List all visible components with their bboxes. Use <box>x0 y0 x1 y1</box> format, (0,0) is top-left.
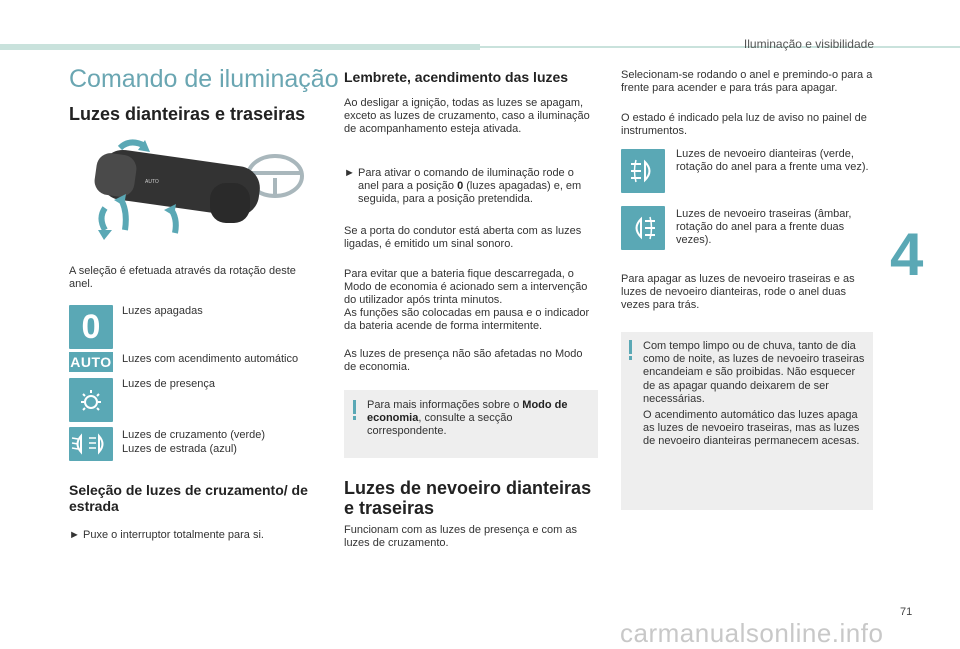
dipped-main-beam-icon <box>69 427 113 461</box>
front-fog-label: Luzes de nevoeiro dianteiras (verde, rotação do anel para a frente uma vez). <box>676 148 869 174</box>
reminder-para-1: Ao desligar a ignição, todas as luzes se apagam, exceto as luzes de cruzamento, caso a iluminação de acompanhamento esteja ativada. <box>344 97 590 136</box>
info-icon-bar <box>629 340 632 354</box>
info-fog-text-2: O acendimento automático das luzes apaga as luzes de nevoeiro traseiras, mas as luzes de nevoeiro dianteiras permanecem acesas. <box>643 409 860 448</box>
info-fog-text-1: Com tempo limpo ou de chuva, tanto de dia como de noite, as luzes de nevoeiro traseiras encandeiam e são proibidas. Não esquecer de as apagar quando deixarem de ser necessárias. <box>643 340 865 405</box>
svg-text:AUTO: AUTO <box>145 179 159 185</box>
fog-para-2: O estado é indicado pela luz de aviso no painel de instrumentos. <box>621 112 867 138</box>
rear-fog-label: Luzes de nevoeiro traseiras (âmbar, rotação do anel para a frente duas vezes). <box>676 208 852 247</box>
chapter-number: 4 <box>890 221 924 288</box>
info-icon-dot <box>353 416 356 420</box>
auto-icon: AUTO <box>70 354 112 370</box>
section-title-reminder: Lembrete, acendimento das luzes <box>344 69 569 85</box>
mode-label-position: Luzes de presença <box>122 378 215 390</box>
front-fog-icon <box>621 149 665 193</box>
page-number: 71 <box>900 606 913 618</box>
reminder-step-body <box>358 167 596 207</box>
page-title: Comando de iluminação <box>69 65 339 93</box>
reminder-step-text: Para ativar o comando de iluminação rode o anel para a posição <box>358 167 574 193</box>
info-icon-dot <box>629 356 632 360</box>
lighting-stalk-illustration <box>90 138 320 253</box>
section-title-fog: Luzes de nevoeiro dianteiras e traseiras <box>344 478 592 518</box>
reminder-para-2: Se a porta do condutor está aberta com as luzes ligadas, é emitido um sinal sonoro. <box>344 225 582 251</box>
header-rule-thin <box>480 46 960 48</box>
beam-selection-text: Puxe o interruptor totalmente para si. <box>83 529 264 541</box>
mode-label-dipped: Luzes de cruzamento (verde) <box>122 429 266 441</box>
reminder-step-text-end: (luzes apagadas) e, em seguida, para a posição pretendida. <box>358 180 582 206</box>
info-text-post: , consulte a secção correspondente. <box>367 412 513 438</box>
reminder-para-3: Para evitar que a bateria fique descarregada, o Modo de economia é acionado sem a intervenção do utilizador após trinta minutos. <box>344 268 588 307</box>
fog-para-1: Selecionam-se rodando o anel e premindo-o para a frente para acender e para trás para apagar. <box>621 69 873 95</box>
header-rule-bold <box>0 44 480 50</box>
info-text-pre: Para mais informações sobre o <box>367 399 523 411</box>
mode-label-off: Luzes apagadas <box>122 305 203 317</box>
section-title-front-rear: Luzes dianteiras e traseiras <box>69 104 306 124</box>
info-icon-bar <box>353 400 356 414</box>
section-title-beam-selection: Seleção de luzes de cruzamento/ de estrada <box>69 482 308 514</box>
lighting-stalk-svg <box>90 138 320 253</box>
selection-text: A seleção é efetuada através da rotação deste anel. <box>69 265 296 291</box>
beam-selection-step <box>69 529 329 542</box>
step-bullet-icon: ► <box>69 529 80 541</box>
info-text-economy <box>367 399 589 439</box>
zero-glyph: 0 <box>81 308 101 346</box>
chapter-title: Iluminação e visibilidade <box>743 37 874 51</box>
fog-para-3: Para apagar as luzes de nevoeiro traseiras e as luzes de nevoeiro dianteiras, rode o anel duas vezes para trás. <box>621 273 855 312</box>
position-lamp-icon <box>69 378 113 422</box>
rear-fog-icon <box>621 206 665 250</box>
mode-label-main: Luzes de estrada (azul) <box>122 443 237 455</box>
fog-intro: Funcionam com as luzes de presença e com as luzes de cruzamento. <box>344 524 577 550</box>
reminder-para-4: As funções são colocadas em pausa e o indicador da bateria acende de forma intermitente. <box>344 307 590 333</box>
step-bullet-icon: ► <box>344 167 355 179</box>
zero-icon <box>69 305 113 349</box>
reminder-para-5: As luzes de presença não são afetadas no Modo de economia. <box>344 348 583 374</box>
info-text-bold: Modo de economia <box>367 399 568 425</box>
watermark: carmanualsonline.info <box>620 618 884 648</box>
reminder-step <box>344 167 596 207</box>
mode-label-auto: Luzes com acendimento automático <box>122 353 299 365</box>
reminder-step-bold: 0 <box>457 180 464 193</box>
